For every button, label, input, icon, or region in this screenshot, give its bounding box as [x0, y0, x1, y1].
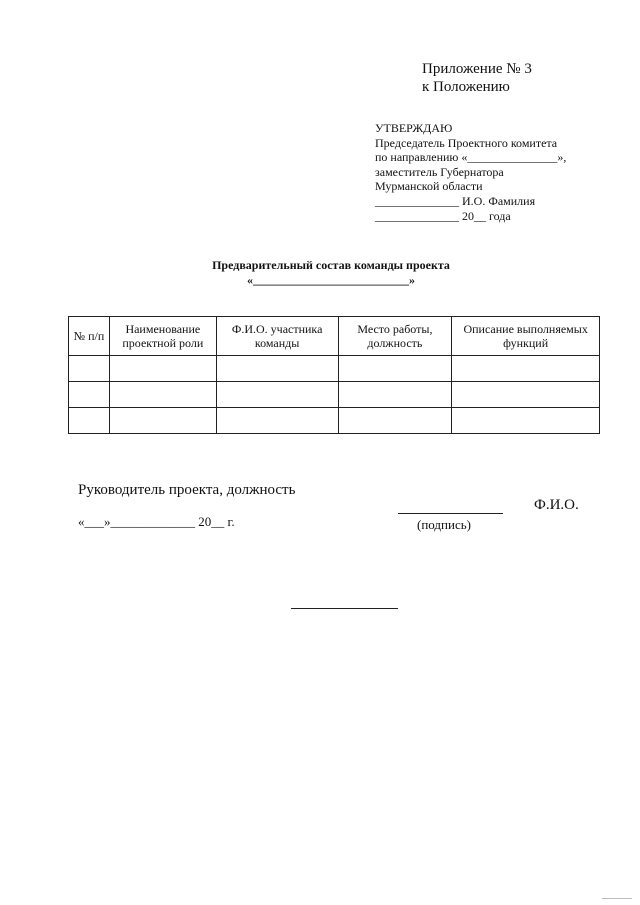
project-name-blank: «__________________________»	[247, 273, 415, 287]
team-composition-table	[68, 316, 600, 434]
table-row	[69, 408, 600, 434]
column-header-number: № п/п	[69, 317, 110, 356]
signature-caption: (подпись)	[417, 517, 471, 532]
column-header-role: Наименование проектной роли	[109, 317, 216, 356]
table-row	[69, 382, 600, 408]
approval-date-line: ______________ 20__ года	[375, 208, 511, 223]
appendix-regulation: к Положению	[422, 79, 510, 95]
table-cell[interactable]	[109, 356, 216, 382]
table-cell[interactable]	[109, 382, 216, 408]
approval-position-line-3: заместитель Губернатора	[375, 164, 504, 179]
signature-line	[398, 513, 503, 514]
leader-fio: Ф.И.О.	[534, 497, 579, 513]
table-cell[interactable]	[338, 356, 452, 382]
column-header-functions: Описание выполняемых функций	[452, 317, 600, 356]
table-cell[interactable]	[216, 382, 338, 408]
table-cell[interactable]	[69, 382, 110, 408]
table-cell[interactable]	[338, 408, 452, 434]
column-header-member-name: Ф.И.О. участника команды	[216, 317, 338, 356]
table-cell[interactable]	[109, 408, 216, 434]
approval-position-line-2: по направлению «_______________»,	[375, 150, 567, 165]
document-title: Предварительный состав команды проекта	[212, 258, 450, 272]
approval-position-line-1: Председатель Проектного комитета	[375, 135, 558, 150]
approval-signature-line: ______________ И.О. Фамилия	[375, 193, 536, 208]
approval-block	[375, 121, 566, 223]
project-leader-label: Руководитель проекта, должность	[78, 482, 296, 498]
column-header-workplace: Место работы, должность	[338, 317, 452, 356]
table-cell[interactable]	[216, 408, 338, 434]
table-cell[interactable]	[452, 382, 600, 408]
approval-heading: УТВЕРЖДАЮ	[375, 121, 453, 135]
table-cell[interactable]	[452, 356, 600, 382]
end-of-document-rule	[291, 608, 398, 609]
scan-edge-mark	[602, 898, 632, 899]
table-row	[69, 356, 600, 382]
leader-date-line: «___»_____________ 20__ г.	[78, 514, 235, 529]
table-cell[interactable]	[452, 408, 600, 434]
approval-position-line-4: Мурманской области	[375, 179, 483, 194]
appendix-reference	[422, 60, 532, 96]
appendix-number: Приложение № 3	[422, 61, 532, 77]
table-cell[interactable]	[69, 408, 110, 434]
table-header-row	[69, 317, 600, 356]
table-cell[interactable]	[338, 382, 452, 408]
table-cell[interactable]	[69, 356, 110, 382]
table-cell[interactable]	[216, 356, 338, 382]
